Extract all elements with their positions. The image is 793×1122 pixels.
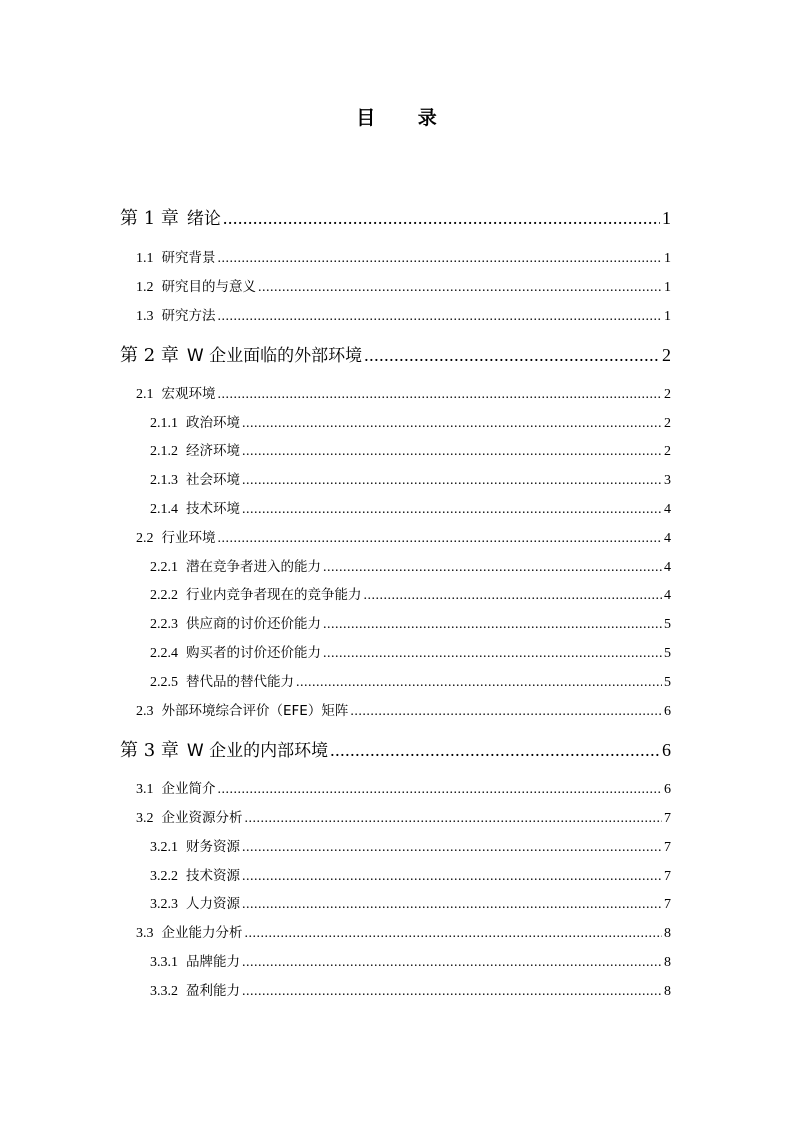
toc-entry-number: 3.2.1 [150, 840, 178, 855]
toc-leader-dots [323, 617, 662, 633]
toc-entry-page: 4 [664, 560, 671, 575]
toc-entry-page: 1 [662, 208, 671, 228]
toc-entry[interactable] [150, 583, 671, 604]
toc-entry-number: 2.1.4 [150, 502, 178, 517]
toc-entry-number: 第 3 章 [120, 740, 179, 761]
toc-entry-number: 2.2.2 [150, 588, 178, 603]
toc-entry[interactable] [150, 670, 671, 691]
toc-entry-page: 1 [664, 309, 671, 324]
toc-entry[interactable] [150, 439, 671, 460]
toc-entry-number: 3.3 [136, 926, 154, 941]
toc-entry-page: 4 [664, 588, 671, 603]
toc-entry-title: 盈利能力 [186, 983, 240, 999]
toc-entry[interactable] [150, 497, 671, 518]
toc-leader-dots [242, 840, 662, 856]
toc-entry[interactable] [136, 304, 671, 325]
toc-entry[interactable] [136, 777, 671, 798]
toc-entry-page: 1 [664, 251, 671, 266]
toc-entry-number: 3.2.2 [150, 869, 178, 884]
toc-entry[interactable] [150, 864, 671, 885]
toc-entry-page: 2 [664, 416, 671, 431]
toc-entry-number: 3.3.1 [150, 955, 178, 970]
toc-entry-title: 绪论 [186, 209, 221, 229]
toc-entry-title: W 企业的内部环境 [186, 741, 329, 761]
toc-entry-number: 1.3 [136, 309, 154, 324]
toc-entry-page: 2 [662, 345, 671, 365]
toc-entry-page: 7 [664, 840, 671, 855]
toc-entry-title: 技术资源 [186, 868, 240, 884]
toc-entry-title: 品牌能力 [186, 954, 240, 970]
toc-leader-dots [242, 473, 662, 489]
toc-entry-number: 1.2 [136, 280, 154, 295]
toc-entry-number: 第 2 章 [120, 345, 179, 366]
toc-entry-number: 第 1 章 [120, 208, 179, 229]
toc-leader-dots [242, 955, 662, 971]
toc-entry-title: 行业内竞争者现在的竞争能力 [186, 587, 362, 603]
toc-leader-dots [242, 869, 662, 885]
toc-leader-dots [242, 897, 662, 913]
toc-entry-number: 2.1.1 [150, 416, 178, 431]
toc-title: 目 录 [356, 107, 455, 129]
toc-leader-dots [364, 345, 660, 366]
toc-entry-title: 宏观环境 [161, 386, 216, 402]
toc-entry-number: 2.2.5 [150, 675, 178, 690]
toc-leader-dots [223, 208, 660, 229]
toc-entry-title: 研究方法 [161, 308, 216, 324]
toc-entry-title: 政治环境 [186, 415, 240, 431]
toc-entry[interactable] [150, 555, 671, 576]
toc-leader-dots [218, 387, 663, 403]
toc-leader-dots [245, 926, 663, 942]
toc-entry-page: 8 [664, 926, 671, 941]
toc-entry[interactable] [120, 204, 671, 230]
toc-entry-title: 企业简介 [161, 781, 216, 797]
toc-entry[interactable] [150, 835, 671, 856]
toc-entry-page: 2 [664, 387, 671, 402]
toc-entry-title: 供应商的讨价还价能力 [186, 616, 321, 632]
toc-entry-title: 行业环境 [161, 530, 216, 546]
toc-leader-dots [218, 782, 663, 798]
toc-leader-dots [350, 704, 662, 720]
toc-entry-page: 8 [664, 955, 671, 970]
toc-entry-title: 技术环境 [186, 501, 240, 517]
toc-leader-dots [242, 984, 662, 1000]
toc-entry[interactable] [136, 526, 671, 547]
toc-entry-number: 2.2.4 [150, 646, 178, 661]
toc-entry-number: 2.3 [136, 704, 154, 719]
toc-leader-dots [258, 280, 662, 296]
toc-entry[interactable] [136, 275, 671, 296]
toc-entry-page: 6 [662, 740, 671, 760]
toc-entry-number: 3.3.2 [150, 984, 178, 999]
toc-entry-page: 8 [664, 984, 671, 999]
toc-entry-number: 3.1 [136, 782, 154, 797]
toc-leader-dots [218, 531, 663, 547]
toc-leader-dots [242, 444, 662, 460]
toc-entry-page: 6 [664, 704, 671, 719]
toc-entry[interactable] [120, 736, 671, 762]
toc-entry-page: 4 [664, 531, 671, 546]
toc-entry[interactable] [120, 341, 671, 367]
toc-entry[interactable] [150, 612, 671, 633]
toc-entry-title: 经济环境 [186, 443, 240, 459]
toc-entry-page: 5 [664, 675, 671, 690]
toc-leader-dots [364, 588, 663, 604]
toc-entry-page: 2 [664, 444, 671, 459]
toc-entry-page: 3 [664, 473, 671, 488]
toc-entry[interactable] [150, 411, 671, 432]
toc-entry-page: 7 [664, 869, 671, 884]
toc-entry-number: 1.1 [136, 251, 154, 266]
toc-leader-dots [245, 811, 663, 827]
toc-leader-dots [242, 502, 662, 518]
toc-entry-page: 4 [664, 502, 671, 517]
toc-entry-number: 3.2.3 [150, 897, 178, 912]
toc-entry-page: 7 [664, 897, 671, 912]
toc-entry[interactable] [136, 246, 671, 267]
toc-entry-title: 财务资源 [186, 839, 240, 855]
toc-leader-dots [330, 740, 660, 761]
toc-leader-dots [218, 309, 663, 325]
toc-entry-title: 购买者的讨价还价能力 [186, 645, 321, 661]
toc-entry[interactable] [136, 921, 671, 942]
toc-entry-number: 2.1.3 [150, 473, 178, 488]
toc-entry[interactable] [136, 699, 671, 720]
toc-entry-title: 企业能力分析 [161, 925, 243, 941]
toc-entry-title: 潜在竞争者进入的能力 [186, 559, 321, 575]
toc-entry-number: 2.2 [136, 531, 154, 546]
toc-entry[interactable] [136, 382, 671, 403]
toc-entry-title: 企业资源分析 [161, 810, 243, 826]
toc-entry-title: 研究背景 [161, 250, 216, 266]
toc-entry-page: 5 [664, 646, 671, 661]
toc-entry-title: 人力资源 [186, 896, 240, 912]
toc-entry-title: 外部环境综合评价（EFE）矩阵 [161, 703, 349, 719]
toc-leader-dots [218, 251, 663, 267]
toc-entry-title: 替代品的替代能力 [186, 674, 294, 690]
toc-entry[interactable] [150, 892, 671, 913]
toc-entry-number: 2.2.1 [150, 560, 178, 575]
toc-entry[interactable] [136, 806, 671, 827]
toc-entry-title: W 企业面临的外部环境 [186, 346, 363, 366]
toc-leader-dots [323, 560, 662, 576]
toc-leader-dots [242, 416, 662, 432]
toc-entry[interactable] [150, 468, 671, 489]
toc-entry-number: 2.1 [136, 387, 154, 402]
toc-entry[interactable] [150, 979, 671, 1000]
toc-entry-page: 1 [664, 280, 671, 295]
toc-entry-number: 2.2.3 [150, 617, 178, 632]
toc-entry-number: 2.1.2 [150, 444, 178, 459]
toc-entry-title: 研究目的与意义 [161, 279, 256, 295]
toc-entry[interactable] [150, 641, 671, 662]
toc-entry-page: 6 [664, 782, 671, 797]
toc-entry-title: 社会环境 [186, 472, 240, 488]
toc-leader-dots [323, 646, 662, 662]
toc-entry-number: 3.2 [136, 811, 154, 826]
toc-leader-dots [296, 675, 662, 691]
toc-entry[interactable] [150, 950, 671, 971]
toc-entry-page: 7 [664, 811, 671, 826]
toc-entry-page: 5 [664, 617, 671, 632]
